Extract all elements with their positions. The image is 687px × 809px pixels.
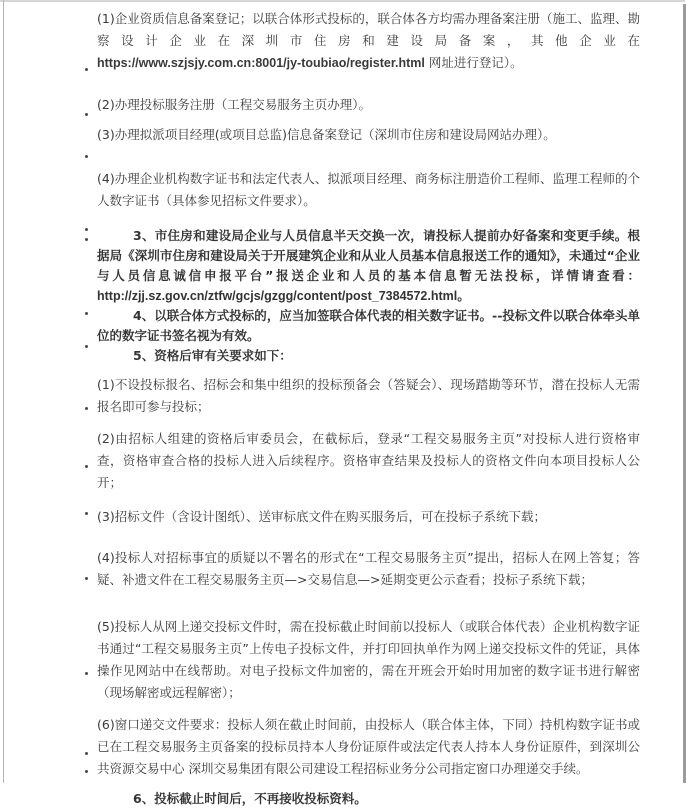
text-run: (4)办理企业机构数字证书和法定代表人、拟派项目经理、商务标注册造价工程师、监理工程师的个人数字证书（具体参见招标文件要求）。 — [97, 171, 640, 208]
paragraph-p2 — [97, 94, 640, 116]
paragraph-mark-dot — [85, 770, 88, 773]
paragraph-mark-dot — [85, 312, 88, 315]
paragraph-p10 — [97, 506, 640, 528]
text-run: (5)投标人从网上递交投标文件时，需在投标截止时间前以投标人（或联合体代表）企业机构数字证书通过“工程交易服务主页”上传电子投标文件，并打印回执单作为网上递交投标文件的凭证，具体操作见网站中在线帮助。对电子投标文件加密的，需在开班会开始时用加密的数字证书进行解密（现场解密或远程解密）； — [97, 619, 640, 700]
paragraph-mark-dot — [85, 238, 88, 241]
text-run: (2)办理投标服务注册（工程交易服务主页办理）。 — [97, 97, 371, 112]
paragraph-p12 — [97, 616, 640, 704]
text-run: 6、投标截止时间后，不再接收投标资料。 — [133, 791, 367, 806]
paragraph-p3 — [97, 124, 640, 146]
paragraph-mark-dot — [85, 577, 88, 580]
paragraph-p1 — [97, 8, 640, 74]
paragraph-mark-dot — [85, 465, 88, 468]
paragraph-mark-dot — [85, 155, 88, 158]
paragraph-mark-dot — [85, 407, 88, 410]
text-run: 网址进行登记）。 — [424, 55, 523, 70]
paragraph-p5 — [97, 226, 640, 306]
paragraph-p6 — [97, 306, 640, 346]
paragraph-p14 — [97, 789, 640, 809]
paragraph-mark-dot — [85, 752, 88, 755]
paragraph-mark-dot — [85, 672, 88, 675]
paragraph-p13 — [97, 714, 640, 780]
paragraph-mark-dot — [85, 228, 88, 231]
paragraph-p9 — [97, 428, 640, 494]
text-run: (1)企业资质信息备案登记；以联合体形式投标的，联合体各方均需办理备案注册（施工、监理、勘察设计企业在深圳市住房和建设局备案，其他企业在 — [97, 11, 640, 48]
document-content — [97, 0, 640, 809]
paragraph-p4 — [97, 168, 640, 212]
page-right-edge-bar — [683, 4, 686, 783]
text-run: 3、市住房和建设局企业与人员信息半天交换一次，请投标人提前办好备案和变更手续。根据局《深圳市住房和建设局关于开展建筑企业和从业人员基本信息报送工作的通知》，未通过“企业与人员信息诚信申报平台”报送企业和人员的基本信息暂无法投标，详情请查看： — [97, 228, 640, 283]
text-run: (2)由招标人组建的资格后审委员会，在截标后，登录“工程交易服务主页”对投标人进行资格审查，资格审查合格的投标人进入后续程序。资格审查结果及投标人的资格文件向本项目投标人公开； — [97, 431, 640, 490]
url-text: https://www.szjsjy.com.cn:8001/jy-toubiao/register.html — [97, 56, 425, 70]
text-run: (4)投标人对招标事宜的质疑以不署名的形式在“工程交易服务主页”提出，招标人在网上答复；答疑、补遗文件在工程交易服务主页—>交易信息—>延期变更公示查看；投标子系统下载； — [97, 550, 640, 587]
text-run: (6)窗口递交文件要求：投标人须在截止时间前，由投标人（联合体主体，下同）持机构数字证书或已在工程交易服务主页备案的投标员持本人身份证原件或法定代表人持本人身份证原件，到深圳公共资源交易中心 深圳交易集团有限公司建设工程招标业务分公司指定窗口办理递交手续。 — [97, 717, 640, 776]
text-run: (3)招标文件（含设计图纸）、送审标底文件在购买服务后，可在投标子系统下载； — [97, 509, 546, 524]
text-run: 4、以联合体方式投标的，应当加签联合体代表的相关数字证书。--投标文件以联合体牵头单位的数字证书签名视为有效。 — [97, 308, 640, 343]
text-run: (3)办理拟派项目经理(或项目总监)信息备案登记（深圳市住房和建设局网站办理）。 — [97, 127, 556, 142]
paragraph-mark-dot — [85, 68, 88, 71]
text-run: 5、资格后审有关要求如下： — [133, 348, 292, 363]
paragraph-mark-dot — [85, 345, 88, 348]
paragraph-mark-dot — [85, 113, 88, 116]
text-run: 。 — [457, 288, 470, 303]
paragraph-mark-dot — [85, 512, 88, 515]
text-run: (1)不设投标报名、招标会和集中组织的投标预备会（答疑会）、现场踏勘等环节，潜在投标人无需报名即可参与投标； — [97, 377, 640, 414]
paragraph-p7 — [97, 346, 640, 366]
url-text: http://zjj.sz.gov.cn/ztfw/gcjs/gzgg/content/post_7384572.html — [97, 289, 458, 303]
page-border-left — [3, 0, 4, 783]
paragraph-p8 — [97, 374, 640, 418]
paragraph-p11 — [97, 547, 640, 591]
